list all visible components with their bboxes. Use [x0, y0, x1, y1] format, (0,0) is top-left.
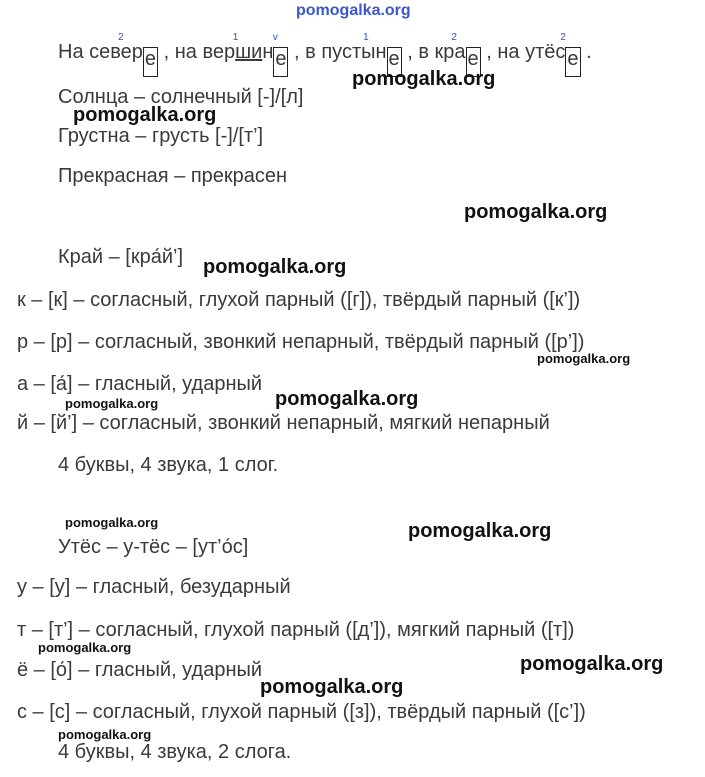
watermark: pomogalka.org: [38, 640, 132, 655]
watermark: pomogalka.org: [464, 201, 608, 223]
ending-box: е: [273, 47, 288, 77]
text-line: й – [й’] – согласный, звонкий непарный, мягкий непарный: [17, 412, 550, 434]
stress-mark: 2: [118, 32, 124, 43]
stress-mark: 1: [363, 32, 369, 43]
ending-box: е: [143, 47, 158, 77]
stress-mark: 2: [560, 32, 566, 43]
ending-box: е: [565, 47, 580, 77]
ending-box: е: [387, 47, 402, 77]
word-part: на утёс: [497, 41, 566, 63]
watermark: pomogalka.org: [275, 388, 419, 410]
watermark-top: pomogalka.org: [296, 2, 411, 19]
text-line: р – [р] – согласный, звонкий непарный, твёрдый парный ([р’]): [17, 331, 585, 353]
word-vershine: [174, 32, 289, 77]
text-line: Утёс – у-тёс – [ут’о́с]: [58, 536, 249, 558]
comma: ,: [486, 41, 492, 63]
stress-mark: 1: [232, 32, 239, 43]
text-line: Край – [кра́й’]: [58, 246, 184, 268]
watermark: pomogalka.org: [260, 676, 404, 698]
text-line: к – [к] – согласный, глухой парный ([г]), твёрдый парный ([к’]): [17, 289, 581, 311]
underlined-letter: и: [251, 41, 263, 63]
text-line: 4 буквы, 4 звука, 2 слога.: [58, 741, 292, 763]
comma: ,: [407, 41, 413, 63]
text-line: а – [а́] – гласный, ударный: [17, 373, 263, 395]
word-severe: [58, 32, 158, 77]
word-part: в кра: [418, 41, 466, 63]
text-line: т – [т’] – согласный, глухой парный ([д’]), мягкий парный ([т]): [17, 619, 575, 641]
text-line: Грустна – грусть [-]/[т’]: [58, 125, 264, 147]
sentence-line: [58, 32, 592, 77]
watermark: pomogalka.org: [520, 653, 664, 675]
comma: ,: [163, 41, 170, 63]
watermark: pomogalka.org: [408, 520, 552, 542]
text-line: с – [с] – согласный, глухой парный ([з]), твёрдый парный ([с’]): [17, 701, 586, 723]
watermark: pomogalka.org: [73, 104, 217, 126]
word-utese: [497, 32, 580, 77]
word-part: в пустын: [305, 41, 387, 63]
ending-box: е: [466, 47, 481, 77]
stress-mark: v: [272, 32, 278, 43]
period: .: [586, 41, 592, 63]
word-part: н: [262, 41, 274, 63]
watermark: pomogalka.org: [537, 351, 631, 366]
text-line: Прекрасная – прекрасен: [58, 165, 288, 187]
comma: ,: [294, 41, 300, 63]
underlined-letter: ш: [235, 41, 252, 63]
watermark: pomogalka.org: [203, 256, 347, 278]
word-part: на вер: [174, 41, 236, 63]
word-part: На север: [58, 41, 143, 63]
watermark: pomogalka.org: [58, 727, 152, 742]
watermark: pomogalka.org: [65, 396, 159, 411]
watermark: pomogalka.org: [352, 68, 496, 90]
watermark: pomogalka.org: [65, 515, 159, 530]
text-line: 4 буквы, 4 звука, 1 слог.: [58, 454, 279, 476]
text-line: ё – [о́] – гласный, ударный: [17, 659, 263, 681]
text-line: у – [у] – гласный, безударный: [17, 576, 291, 598]
text-line: Солнца – солнечный [-]/[л]: [58, 86, 304, 108]
stress-mark: 2: [451, 32, 457, 43]
